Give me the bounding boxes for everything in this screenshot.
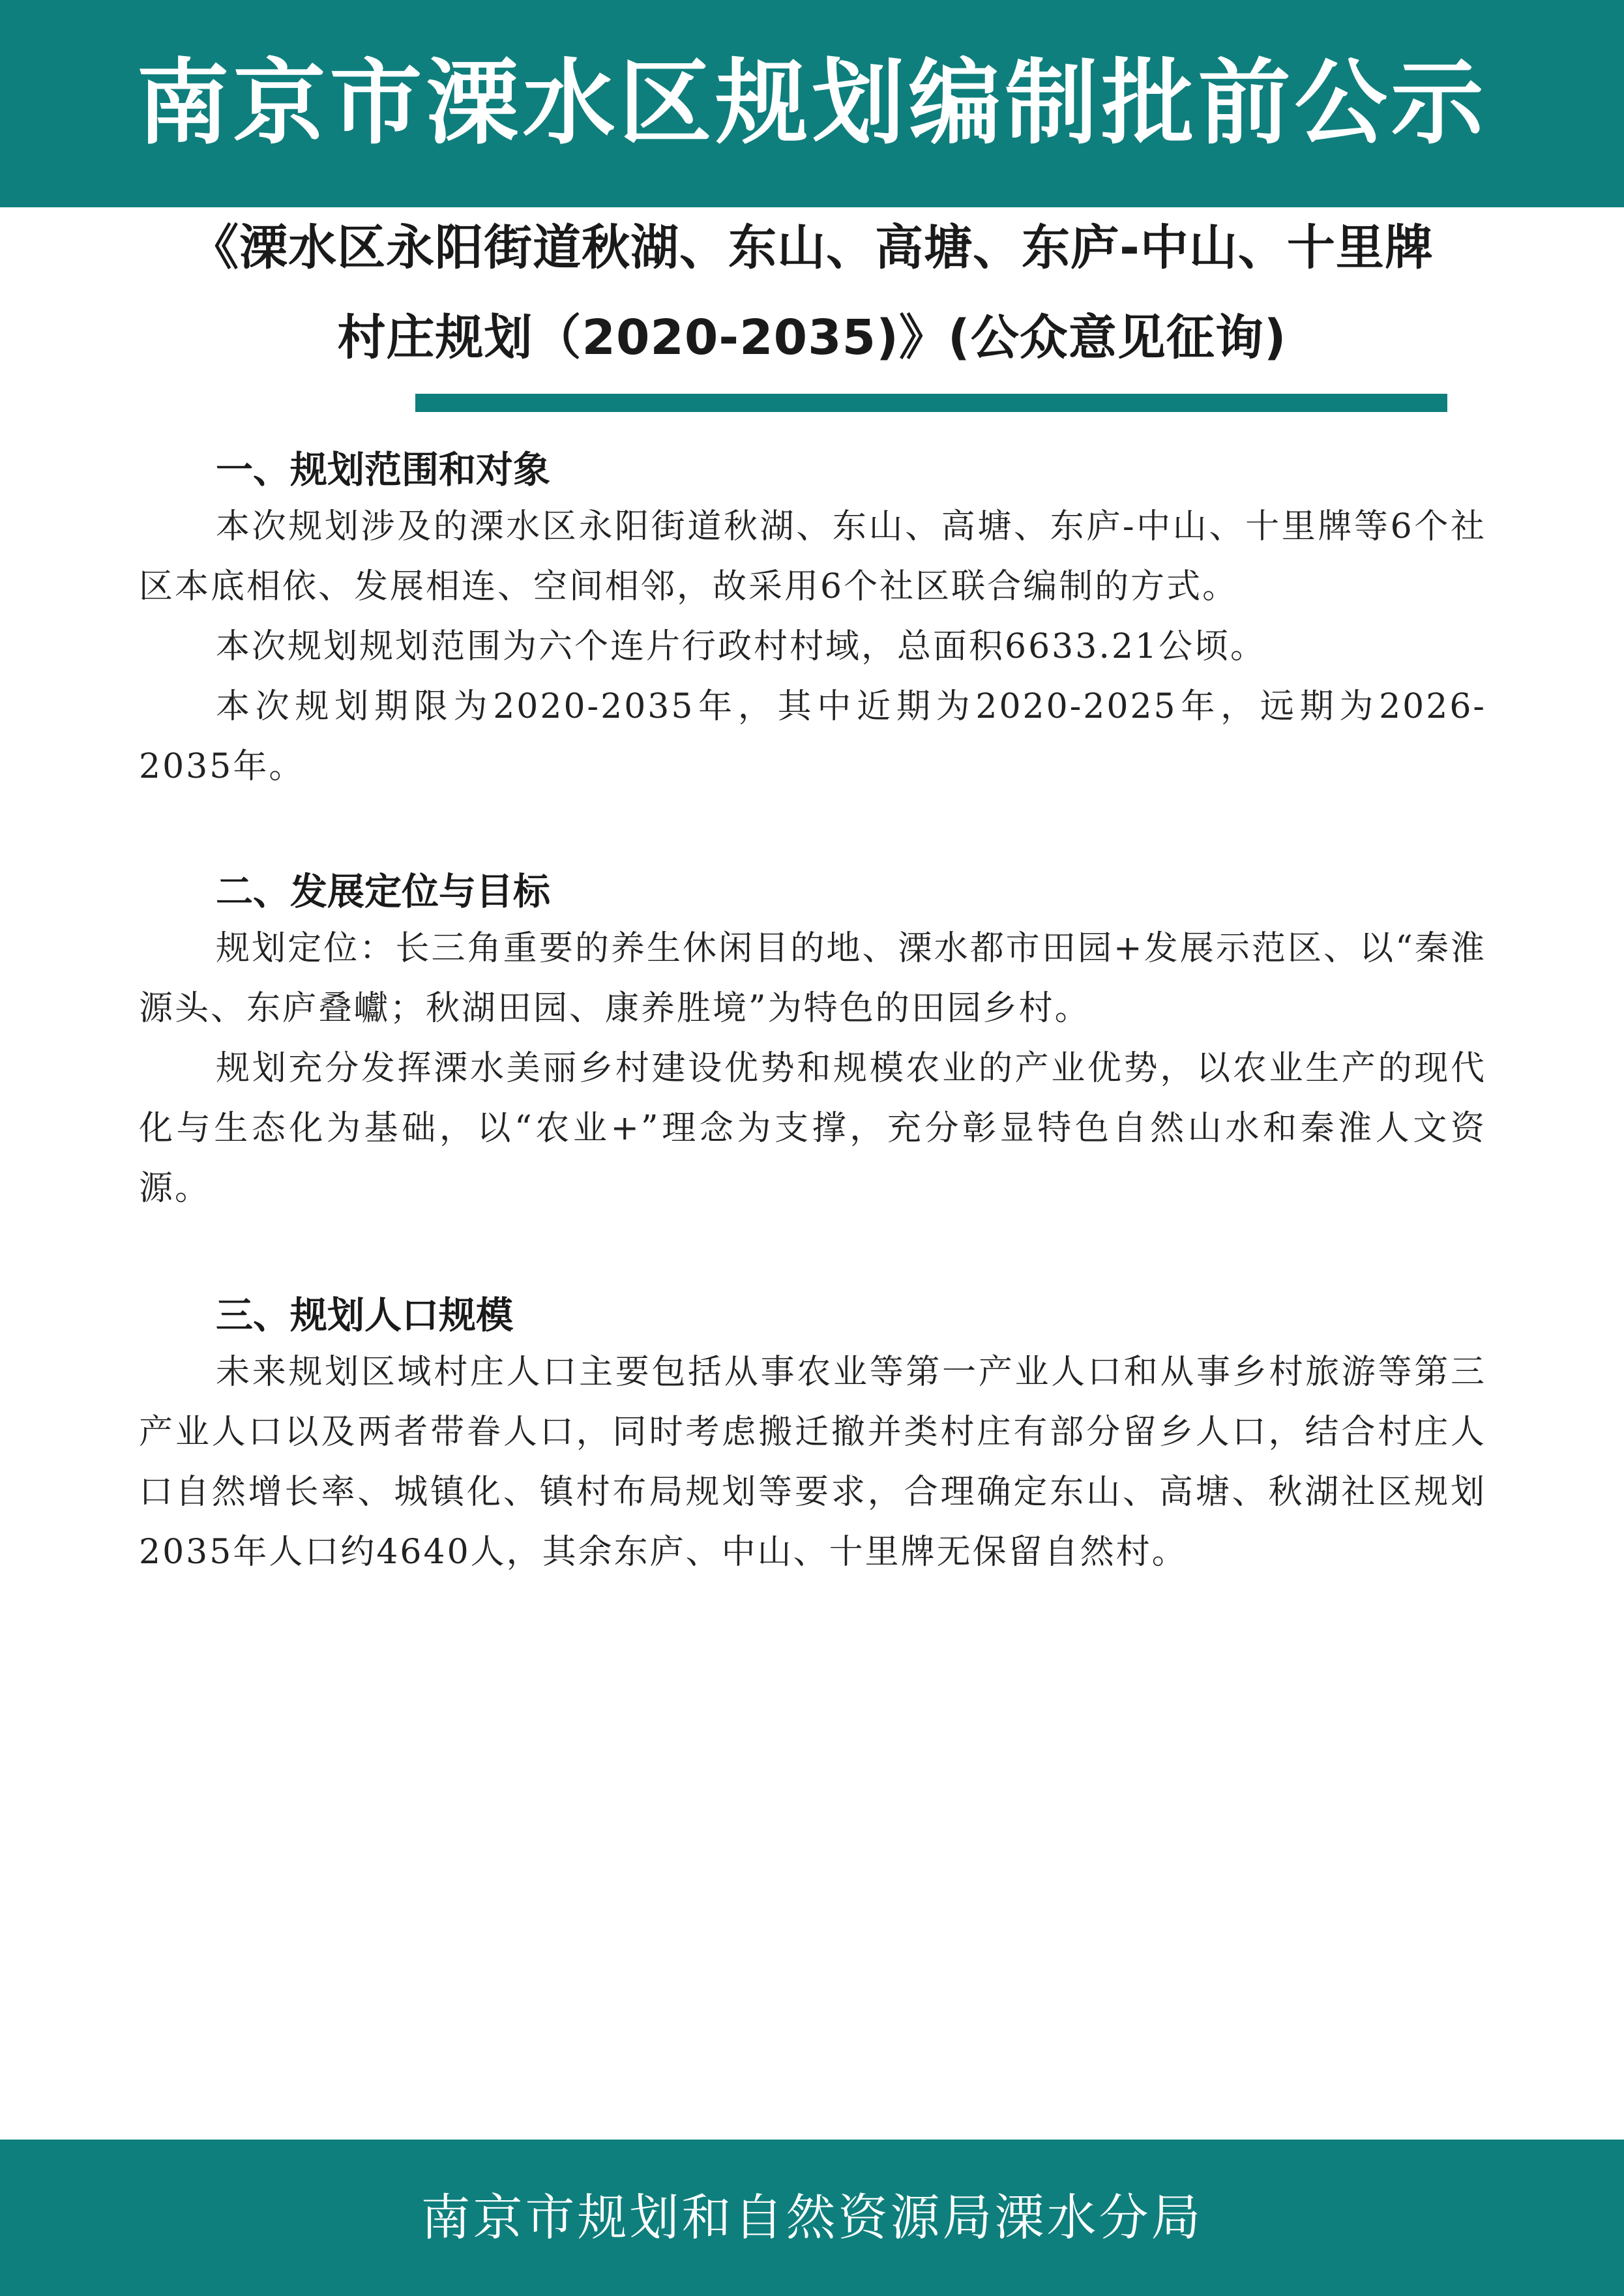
section-heading-positioning: 二、发展定位与目标	[216, 870, 550, 913]
paragraph-scope-3: 本次规划期限为2020-2035年，其中近期为2020-2025年，远期为2026-2035年。	[139, 687, 1486, 786]
plan-title-line-1: 《溧水区永阳街道秋湖、东山、高塘、东庐-中山、十里牌	[190, 220, 1434, 276]
section-scope	[139, 443, 1486, 797]
paragraph-positioning-1: 规划定位：长三角重要的养生休闲目的地、溧水都市田园+发展示范区、以“秦淮源头、东庐叠巘；秋湖田园、康养胜境”为特色的田园乡村。	[139, 929, 1486, 1028]
paragraph-scope-1: 本次规划涉及的溧水区永阳街道秋湖、东山、高塘、东庐-中山、十里牌等6个社区本底相依、发展相连、空间相邻，故采用6个社区联合编制的方式。	[139, 507, 1486, 606]
section-heading-scope: 一、规划范围和对象	[216, 449, 550, 492]
page-title: 南京市溧水区规划编制批前公示	[136, 50, 1488, 157]
plan-title-line-2: 村庄规划（2020-2035)》(公众意见征询)	[337, 310, 1287, 366]
paragraph-scope-2: 本次规划规划范围为六个连片行政村村域，总面积6633.21公顷。	[216, 627, 1267, 666]
section-heading-population: 三、规划人口规模	[216, 1294, 513, 1337]
issuing-authority: 南京市规划和自然资源局溧水分局	[421, 2188, 1203, 2246]
section-positioning	[139, 865, 1486, 1218]
section-population	[139, 1289, 1486, 1582]
paragraph-positioning-2: 规划充分发挥溧水美丽乡村建设优势和规模农业的产业优势，以农业生产的现代化与生态化为基础，以“农业+”理念为支撑，充分彰显特色自然山水和秦淮人文资源。	[139, 1049, 1486, 1208]
paragraph-population-1: 未来规划区域村庄人口主要包括从事农业等第一产业人口和从事乡村旅游等第三产业人口以及两者带眷人口，同时考虑搬迁撤并类村庄有部分留乡人口，结合村庄人口自然增长率、城镇化、镇村布局规划等要求，合理确定东山、高塘、秋湖社区规划2035年人口约4640人，其余东庐、中山、十里牌无保留自然村。	[139, 1353, 1486, 1572]
title-underline-divider	[415, 394, 1447, 412]
